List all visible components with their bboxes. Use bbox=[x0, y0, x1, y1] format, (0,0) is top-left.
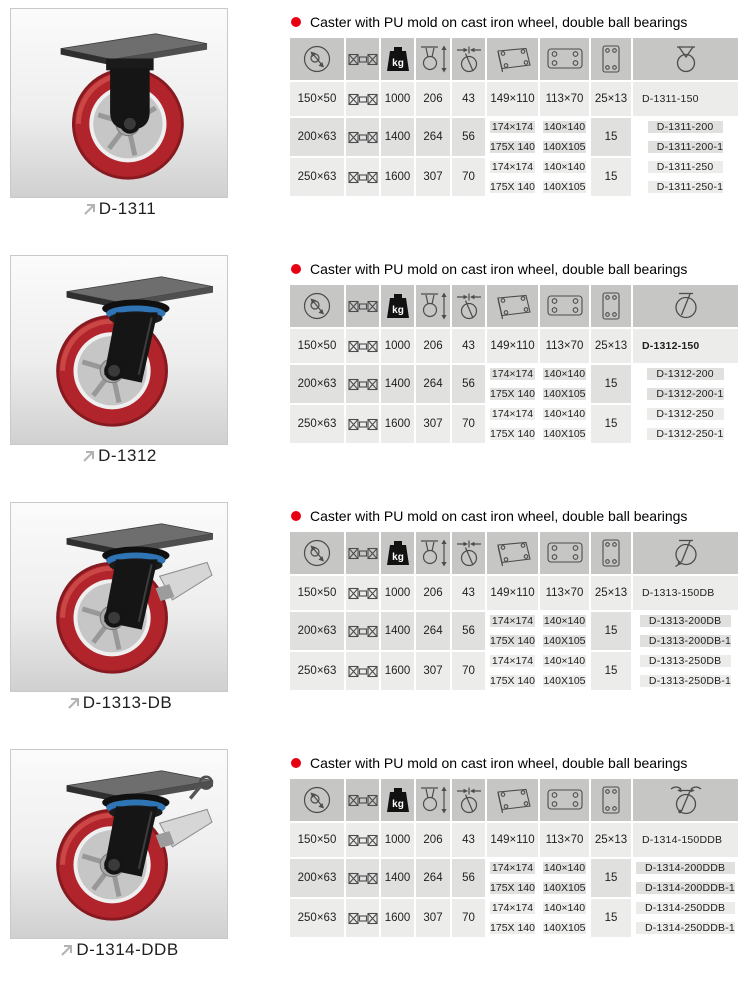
product-section-D-1313-DB bbox=[0, 500, 750, 747]
spec-cell-bearing bbox=[346, 365, 379, 403]
bearing-icon bbox=[348, 53, 378, 66]
spec-cell-height: 307 bbox=[416, 405, 450, 443]
spec-cell-load: 1400 bbox=[381, 612, 414, 650]
bearing-icon bbox=[348, 171, 378, 184]
column-header-load-capacity-kg-icon bbox=[381, 285, 414, 327]
spec-subcell-bolt_holes: 140×140 bbox=[543, 408, 586, 421]
spec-cell-bolt-size: 15 bbox=[591, 612, 631, 650]
spec-cell-plate: 149×110 bbox=[487, 82, 538, 116]
section-title-text: Caster with PU mold on cast iron wheel, double ball bearings bbox=[310, 755, 688, 771]
column-header-load-capacity-kg-icon bbox=[381, 779, 414, 821]
spec-subcell-plate: 175X 140 bbox=[490, 140, 535, 153]
spec-cell-plate bbox=[487, 899, 538, 937]
spec-cell-bearing bbox=[346, 823, 379, 857]
column-header-bolt-hole-spacing-icon bbox=[540, 532, 589, 574]
spec-cell-bolt-size: 15 bbox=[591, 118, 631, 156]
spec-cell-load: 1400 bbox=[381, 118, 414, 156]
spec-cell-model bbox=[633, 158, 738, 196]
column-header-bolt-size-icon bbox=[591, 779, 631, 821]
spec-cell-plate bbox=[487, 859, 538, 897]
spec-cell-wheel-size: 150×50 bbox=[290, 576, 344, 610]
spec-cell-height: 206 bbox=[416, 82, 450, 116]
bolt-hole-spacing-icon bbox=[543, 539, 587, 567]
spec-cell-bolt_holes bbox=[540, 859, 589, 897]
swivel-total-brake-caster-icon bbox=[667, 783, 705, 817]
spec-cell-swivel-radius: 56 bbox=[452, 118, 485, 156]
spec-cell-plate bbox=[487, 652, 538, 690]
spec-cell-model: D-1314-150DDB bbox=[633, 823, 738, 857]
load-capacity-kg-icon bbox=[383, 539, 413, 567]
spec-cell-swivel-radius: 70 bbox=[452, 405, 485, 443]
spec-cell-height: 206 bbox=[416, 576, 450, 610]
spec-cell-bearing bbox=[346, 612, 379, 650]
spec-cell-wheel-size: 150×50 bbox=[290, 329, 344, 363]
bearing-icon bbox=[348, 665, 378, 678]
spec-cell-swivel-radius: 70 bbox=[452, 899, 485, 937]
spec-cell-swivel-radius: 43 bbox=[452, 576, 485, 610]
spec-cell-model bbox=[633, 899, 738, 937]
spec-cell-swivel-radius: 56 bbox=[452, 859, 485, 897]
spec-subcell-model: D-1312-250 bbox=[647, 408, 723, 420]
bearing-icon bbox=[348, 587, 378, 600]
bearing-icon bbox=[348, 834, 378, 847]
caster-illustration bbox=[11, 256, 227, 444]
red-bullet-icon bbox=[291, 758, 301, 768]
column-header-wheel-diameter-icon bbox=[290, 38, 344, 80]
bearing-icon bbox=[348, 625, 378, 638]
load-capacity-kg-icon bbox=[383, 45, 413, 73]
spec-subcell-bolt_holes: 140X105 bbox=[543, 674, 586, 687]
swivel-radius-icon bbox=[452, 538, 485, 568]
column-header-bearing-icon bbox=[346, 532, 379, 574]
spec-cell-bearing bbox=[346, 158, 379, 196]
spec-cell-swivel-radius: 70 bbox=[452, 158, 485, 196]
spec-subcell-bolt_holes: 140×140 bbox=[543, 161, 586, 174]
bearing-icon bbox=[348, 418, 378, 431]
spec-cell-bolt-size: 15 bbox=[591, 405, 631, 443]
plate-size-icon bbox=[492, 539, 534, 567]
spec-cell-bolt-size: 15 bbox=[591, 652, 631, 690]
spec-cell-swivel-radius: 43 bbox=[452, 823, 485, 857]
spec-cell-wheel-size: 250×63 bbox=[290, 158, 344, 196]
spec-cell-wheel-size: 250×63 bbox=[290, 652, 344, 690]
section-title bbox=[291, 508, 687, 524]
spec-cell-bolt_holes: 113×70 bbox=[540, 82, 589, 116]
spec-subcell-bolt_holes: 140×140 bbox=[543, 368, 586, 381]
spec-table bbox=[290, 285, 738, 443]
spec-subcell-bolt_holes: 140X105 bbox=[543, 634, 586, 647]
product-photo bbox=[10, 255, 228, 445]
spec-cell-plate: 149×110 bbox=[487, 576, 538, 610]
product-photo bbox=[10, 749, 228, 939]
spec-cell-wheel-size: 200×63 bbox=[290, 859, 344, 897]
spec-cell-swivel-radius: 43 bbox=[452, 329, 485, 363]
column-header-swivel-radius-icon bbox=[452, 285, 485, 327]
spec-subcell-plate: 174×174 bbox=[491, 862, 534, 875]
plate-size-icon bbox=[492, 45, 534, 73]
spec-cell-load: 1600 bbox=[381, 899, 414, 937]
spec-cell-model bbox=[633, 405, 738, 443]
column-header-plate-size-icon bbox=[487, 285, 538, 327]
wheel-diameter-icon bbox=[301, 43, 333, 75]
spec-cell-bolt_holes: 113×70 bbox=[540, 329, 589, 363]
column-header-bolt-size-icon bbox=[591, 532, 631, 574]
spec-cell-bolt_holes bbox=[540, 365, 589, 403]
bolt-size-icon bbox=[598, 291, 624, 321]
spec-subcell-model: D-1313-200DB bbox=[640, 615, 731, 627]
spec-cell-bolt-size: 25×13 bbox=[591, 823, 631, 857]
svg-text:kg: kg bbox=[391, 305, 404, 316]
swivel-brake-caster-icon bbox=[669, 537, 703, 569]
spec-table bbox=[290, 779, 738, 937]
column-header-mounting-height-icon bbox=[416, 532, 450, 574]
spec-cell-plate: 149×110 bbox=[487, 329, 538, 363]
product-section-D-1312 bbox=[0, 253, 750, 500]
bolt-hole-spacing-icon bbox=[543, 292, 587, 320]
column-header-plate-size-icon bbox=[487, 779, 538, 821]
red-bullet-icon bbox=[291, 264, 301, 274]
bearing-icon bbox=[348, 912, 378, 925]
spec-subcell-plate: 174×174 bbox=[491, 408, 534, 421]
bearing-icon bbox=[348, 93, 378, 106]
spec-cell-load: 1000 bbox=[381, 823, 414, 857]
column-header-load-capacity-kg-icon bbox=[381, 38, 414, 80]
column-header-mounting-height-icon bbox=[416, 38, 450, 80]
spec-cell-plate bbox=[487, 118, 538, 156]
wheel-diameter-icon bbox=[301, 784, 333, 816]
spec-cell-plate bbox=[487, 612, 538, 650]
spec-cell-bolt-size: 15 bbox=[591, 859, 631, 897]
spec-cell-bearing bbox=[346, 899, 379, 937]
spec-cell-bolt_holes bbox=[540, 158, 589, 196]
spec-subcell-plate: 174×174 bbox=[491, 902, 534, 915]
spec-subcell-plate: 174×174 bbox=[491, 161, 534, 174]
spec-subcell-bolt_holes: 140×140 bbox=[543, 862, 586, 875]
product-section-D-1314-DDB bbox=[0, 747, 750, 994]
bolt-size-icon bbox=[598, 785, 624, 815]
spec-cell-bolt_holes: 113×70 bbox=[540, 576, 589, 610]
section-title bbox=[291, 755, 687, 771]
section-title-text: Caster with PU mold on cast iron wheel, double ball bearings bbox=[310, 261, 688, 277]
spec-subcell-plate: 174×174 bbox=[491, 121, 534, 134]
wheel-diameter-icon bbox=[301, 290, 333, 322]
caster-illustration bbox=[11, 750, 227, 938]
spec-cell-wheel-size: 200×63 bbox=[290, 612, 344, 650]
product-label bbox=[10, 199, 228, 219]
spec-cell-model: D-1313-150DB bbox=[633, 576, 738, 610]
spec-cell-height: 264 bbox=[416, 118, 450, 156]
product-model-text: D-1314-DDB bbox=[76, 940, 179, 959]
spec-subcell-plate: 175X 140 bbox=[490, 387, 535, 400]
spec-subcell-model: D-1312-250-1 bbox=[647, 428, 723, 440]
caster-illustration bbox=[11, 9, 227, 197]
column-header-mounting-height-icon bbox=[416, 779, 450, 821]
spec-cell-bolt_holes bbox=[540, 612, 589, 650]
spec-subcell-bolt_holes: 140×140 bbox=[543, 121, 586, 134]
spec-subcell-model: D-1311-200-1 bbox=[648, 141, 723, 153]
spec-cell-swivel-radius: 43 bbox=[452, 82, 485, 116]
product-photo bbox=[10, 502, 228, 692]
spec-subcell-model: D-1312-200 bbox=[647, 368, 723, 380]
brake-lever bbox=[156, 562, 212, 601]
swivel-radius-icon bbox=[452, 44, 485, 74]
column-header-swivel-caster-icon bbox=[633, 285, 738, 327]
column-header-swivel-total-brake-caster-icon bbox=[633, 779, 738, 821]
bearing-icon bbox=[348, 378, 378, 391]
spec-cell-bolt-size: 15 bbox=[591, 365, 631, 403]
spec-cell-height: 206 bbox=[416, 823, 450, 857]
spec-cell-height: 264 bbox=[416, 612, 450, 650]
spec-cell-load: 1400 bbox=[381, 859, 414, 897]
spec-cell-height: 264 bbox=[416, 859, 450, 897]
spec-subcell-bolt_holes: 140X105 bbox=[543, 387, 586, 400]
spec-subcell-plate: 175X 140 bbox=[490, 427, 535, 440]
load-capacity-kg-icon bbox=[383, 786, 413, 814]
red-bullet-icon bbox=[291, 17, 301, 27]
column-header-load-capacity-kg-icon bbox=[381, 532, 414, 574]
spec-subcell-plate: 175X 140 bbox=[490, 634, 535, 647]
spec-cell-bolt-size: 15 bbox=[591, 158, 631, 196]
spec-cell-height: 264 bbox=[416, 365, 450, 403]
bearing-icon bbox=[348, 547, 378, 560]
section-title bbox=[291, 261, 687, 277]
swivel-radius-icon bbox=[452, 291, 485, 321]
bearing-icon bbox=[348, 131, 378, 144]
column-header-swivel-brake-caster-icon bbox=[633, 532, 738, 574]
product-model-text: D-1311 bbox=[98, 199, 157, 218]
arrow-ne-icon bbox=[66, 695, 82, 711]
brake-lever bbox=[156, 809, 212, 848]
spec-subcell-bolt_holes: 140×140 bbox=[543, 655, 586, 668]
spec-subcell-plate: 175X 140 bbox=[490, 881, 535, 894]
plate-size-icon bbox=[492, 292, 534, 320]
spec-subcell-plate: 174×174 bbox=[491, 368, 534, 381]
column-header-bearing-icon bbox=[346, 38, 379, 80]
spec-subcell-bolt_holes: 140X105 bbox=[543, 921, 586, 934]
load-capacity-kg-icon bbox=[383, 292, 413, 320]
red-bullet-icon bbox=[291, 511, 301, 521]
spec-subcell-bolt_holes: 140X105 bbox=[543, 881, 586, 894]
arrow-ne-icon bbox=[81, 448, 97, 464]
spec-subcell-plate: 175X 140 bbox=[490, 921, 535, 934]
spec-subcell-model: D-1313-250DB bbox=[640, 655, 731, 667]
arrow-ne-icon bbox=[82, 201, 98, 217]
swivel-radius-icon bbox=[452, 785, 485, 815]
caster-illustration bbox=[11, 503, 227, 691]
spec-cell-model bbox=[633, 612, 738, 650]
spec-table bbox=[290, 38, 738, 196]
spec-cell-bolt_holes bbox=[540, 405, 589, 443]
column-header-plate-size-icon bbox=[487, 38, 538, 80]
spec-cell-load: 1000 bbox=[381, 576, 414, 610]
section-title-text: Caster with PU mold on cast iron wheel, double ball bearings bbox=[310, 14, 688, 30]
spec-subcell-plate: 175X 140 bbox=[490, 180, 535, 193]
column-header-mounting-height-icon bbox=[416, 285, 450, 327]
spec-cell-swivel-radius: 56 bbox=[452, 612, 485, 650]
spec-cell-load: 1600 bbox=[381, 652, 414, 690]
spec-cell-bolt-size: 25×13 bbox=[591, 576, 631, 610]
product-section-D-1311 bbox=[0, 6, 750, 253]
spec-cell-height: 307 bbox=[416, 899, 450, 937]
mounting-height-icon bbox=[417, 785, 449, 815]
column-header-fixed-caster-icon bbox=[633, 38, 738, 80]
bearing-icon bbox=[348, 794, 378, 807]
column-header-bearing-icon bbox=[346, 779, 379, 821]
spec-cell-model bbox=[633, 652, 738, 690]
spec-cell-bolt_holes bbox=[540, 118, 589, 156]
spec-cell-bearing bbox=[346, 405, 379, 443]
spec-subcell-bolt_holes: 140X105 bbox=[543, 140, 586, 153]
bolt-size-icon bbox=[598, 538, 624, 568]
bolt-size-icon bbox=[598, 44, 624, 74]
column-header-swivel-radius-icon bbox=[452, 779, 485, 821]
column-header-bolt-size-icon bbox=[591, 285, 631, 327]
spec-cell-height: 206 bbox=[416, 329, 450, 363]
svg-text:kg: kg bbox=[391, 58, 404, 69]
spec-cell-bearing bbox=[346, 859, 379, 897]
spec-subcell-model: D-1311-200 bbox=[648, 121, 723, 133]
column-header-bolt-hole-spacing-icon bbox=[540, 285, 589, 327]
spec-cell-bearing bbox=[346, 118, 379, 156]
column-header-wheel-diameter-icon bbox=[290, 779, 344, 821]
spec-cell-model bbox=[633, 365, 738, 403]
column-header-wheel-diameter-icon bbox=[290, 285, 344, 327]
spec-cell-bearing bbox=[346, 652, 379, 690]
product-model-text: D-1313-DB bbox=[82, 693, 173, 712]
spec-table bbox=[290, 532, 738, 690]
spec-cell-wheel-size: 200×63 bbox=[290, 118, 344, 156]
bearing-icon bbox=[348, 872, 378, 885]
spec-cell-bearing bbox=[346, 82, 379, 116]
spec-cell-plate: 149×110 bbox=[487, 823, 538, 857]
spec-cell-bolt_holes bbox=[540, 899, 589, 937]
spec-cell-load: 1600 bbox=[381, 405, 414, 443]
spec-cell-bolt-size: 15 bbox=[591, 899, 631, 937]
spec-subcell-plate: 174×174 bbox=[491, 615, 534, 628]
spec-subcell-bolt_holes: 140×140 bbox=[543, 615, 586, 628]
spec-cell-swivel-radius: 70 bbox=[452, 652, 485, 690]
spec-subcell-model: D-1314-200DDB bbox=[636, 862, 735, 874]
spec-subcell-model: D-1314-250DDB-1 bbox=[636, 922, 735, 934]
spec-cell-wheel-size: 150×50 bbox=[290, 82, 344, 116]
spec-cell-plate bbox=[487, 158, 538, 196]
spec-cell-plate bbox=[487, 405, 538, 443]
bearing-icon bbox=[348, 340, 378, 353]
column-header-swivel-radius-icon bbox=[452, 532, 485, 574]
column-header-bolt-size-icon bbox=[591, 38, 631, 80]
spec-cell-bolt-size: 25×13 bbox=[591, 329, 631, 363]
wheel-diameter-icon bbox=[301, 537, 333, 569]
product-model-text: D-1312 bbox=[98, 446, 157, 465]
spec-cell-model: D-1311-150 bbox=[633, 82, 738, 116]
spec-subcell-model: D-1311-250-1 bbox=[648, 181, 723, 193]
bearing-icon bbox=[348, 300, 378, 313]
svg-text:kg: kg bbox=[391, 799, 404, 810]
spec-subcell-model: D-1312-200-1 bbox=[647, 388, 723, 400]
column-header-bolt-hole-spacing-icon bbox=[540, 779, 589, 821]
arrow-ne-icon bbox=[59, 942, 75, 958]
spec-cell-bolt_holes bbox=[540, 652, 589, 690]
spec-cell-swivel-radius: 56 bbox=[452, 365, 485, 403]
spec-subcell-plate: 174×174 bbox=[491, 655, 534, 668]
spec-cell-height: 307 bbox=[416, 158, 450, 196]
mounting-height-icon bbox=[417, 44, 449, 74]
spec-subcell-model: D-1313-200DB-1 bbox=[640, 635, 731, 647]
spec-cell-load: 1400 bbox=[381, 365, 414, 403]
spec-cell-bolt-size: 25×13 bbox=[591, 82, 631, 116]
spec-subcell-bolt_holes: 140X105 bbox=[543, 427, 586, 440]
spec-subcell-plate: 175X 140 bbox=[490, 674, 535, 687]
spec-subcell-bolt_holes: 140×140 bbox=[543, 902, 586, 915]
spec-cell-model bbox=[633, 118, 738, 156]
spec-cell-model bbox=[633, 859, 738, 897]
spec-cell-wheel-size: 250×63 bbox=[290, 899, 344, 937]
bolt-hole-spacing-icon bbox=[543, 45, 587, 73]
spec-subcell-model: D-1314-250DDB bbox=[636, 902, 735, 914]
spec-cell-bearing bbox=[346, 329, 379, 363]
column-header-plate-size-icon bbox=[487, 532, 538, 574]
bolt-hole-spacing-icon bbox=[543, 786, 587, 814]
spec-cell-model: D-1312-150 bbox=[633, 329, 738, 363]
fixed-caster-icon bbox=[669, 43, 703, 75]
mounting-height-icon bbox=[417, 538, 449, 568]
spec-cell-plate bbox=[487, 365, 538, 403]
mounting-height-icon bbox=[417, 291, 449, 321]
product-label bbox=[10, 446, 228, 466]
svg-text:kg: kg bbox=[391, 552, 404, 563]
column-header-swivel-radius-icon bbox=[452, 38, 485, 80]
column-header-bolt-hole-spacing-icon bbox=[540, 38, 589, 80]
spec-cell-wheel-size: 200×63 bbox=[290, 365, 344, 403]
spec-cell-height: 307 bbox=[416, 652, 450, 690]
product-photo bbox=[10, 8, 228, 198]
spec-cell-wheel-size: 250×63 bbox=[290, 405, 344, 443]
section-title bbox=[291, 14, 687, 30]
section-title-text: Caster with PU mold on cast iron wheel, double ball bearings bbox=[310, 508, 688, 524]
spec-cell-bolt_holes: 113×70 bbox=[540, 823, 589, 857]
column-header-bearing-icon bbox=[346, 285, 379, 327]
spec-cell-load: 1000 bbox=[381, 329, 414, 363]
spec-cell-load: 1600 bbox=[381, 158, 414, 196]
spec-subcell-model: D-1311-250 bbox=[648, 161, 723, 173]
spec-cell-load: 1000 bbox=[381, 82, 414, 116]
spec-subcell-model: D-1313-250DB-1 bbox=[640, 675, 731, 687]
product-label bbox=[10, 940, 228, 960]
plate-size-icon bbox=[492, 786, 534, 814]
spec-cell-wheel-size: 150×50 bbox=[290, 823, 344, 857]
spec-subcell-bolt_holes: 140X105 bbox=[543, 180, 586, 193]
spec-cell-bearing bbox=[346, 576, 379, 610]
product-label bbox=[10, 693, 228, 713]
spec-subcell-model: D-1314-200DDB-1 bbox=[636, 882, 735, 894]
swivel-caster-icon bbox=[669, 290, 703, 322]
column-header-wheel-diameter-icon bbox=[290, 532, 344, 574]
